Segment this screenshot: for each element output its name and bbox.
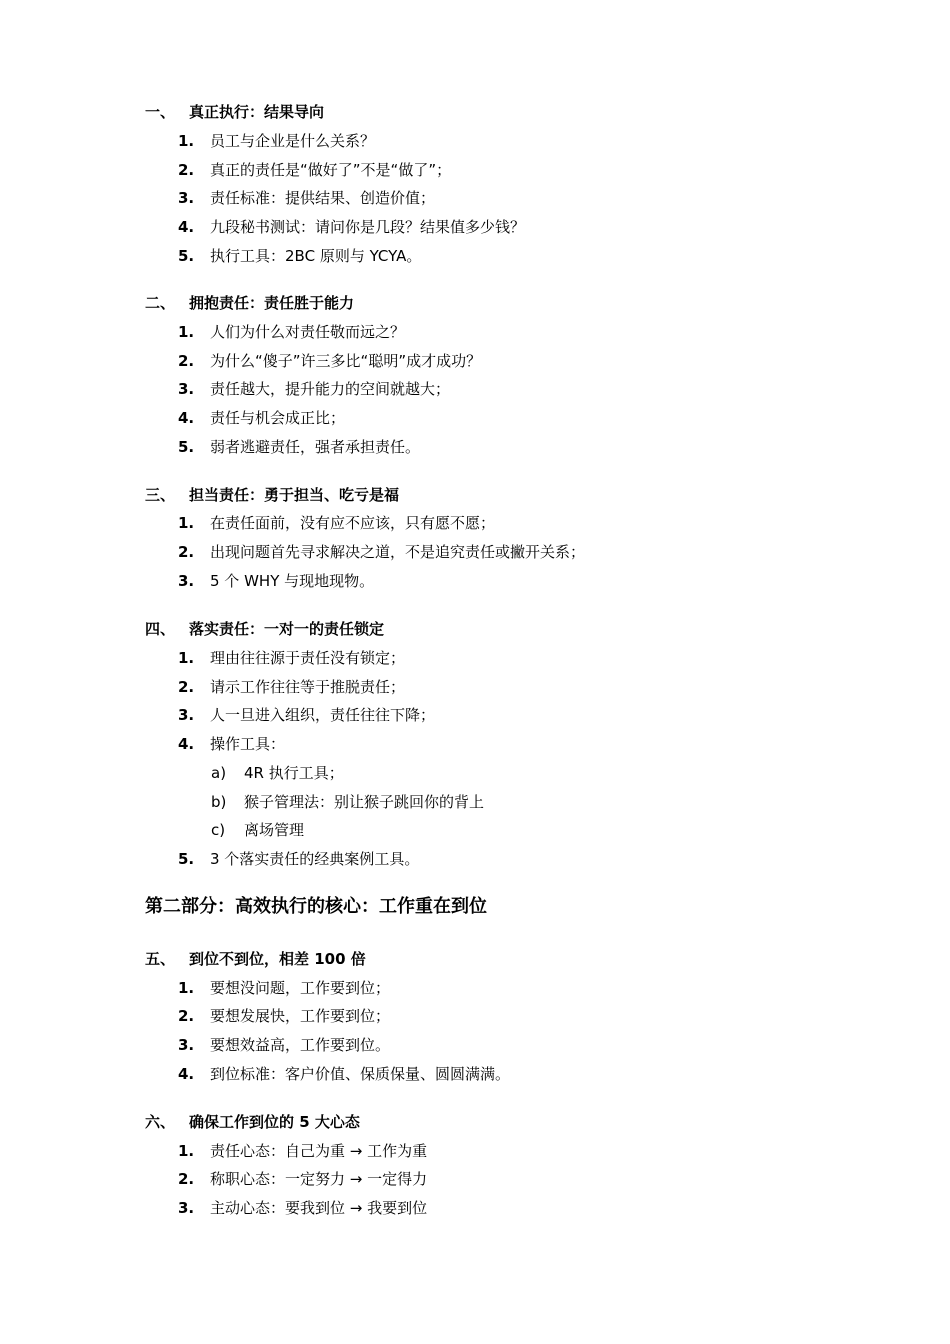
list-item <box>178 1062 510 1086</box>
item-number: 2. <box>178 1170 195 1188</box>
section-heading <box>145 947 366 971</box>
list-item <box>178 1196 427 1220</box>
item-text: 4R 执行工具； <box>244 764 344 782</box>
item-text: 责任标准：提供结果、创造价值； <box>210 189 436 207</box>
list-item <box>178 186 435 210</box>
item-text: 真正的责任是“做好了”不是“做了”； <box>210 161 452 179</box>
section-title: 确保工作到位的 5 大心态 <box>189 1113 360 1131</box>
list-item <box>178 675 405 699</box>
item-text: 5 个 WHY 与现地现物。 <box>210 572 375 590</box>
part-heading: 第二部分：高效执行的核心：工作重在到位 <box>145 896 487 917</box>
item-number: 4. <box>178 218 195 236</box>
list-item <box>178 349 481 373</box>
item-number: 3. <box>178 380 195 398</box>
item-text: 3 个落实责任的经典案例工具。 <box>210 850 420 868</box>
item-number: 1. <box>178 979 195 997</box>
sub-item-marker: c) <box>211 821 226 839</box>
item-text: 人们为什么对责任敬而远之？ <box>210 323 406 341</box>
item-number: 4. <box>178 1065 195 1083</box>
list-item <box>178 158 451 182</box>
section-title: 落实责任：一对一的责任锁定 <box>189 620 385 638</box>
section-title: 担当责任：勇于担当、吃亏是福 <box>189 486 400 504</box>
item-text: 责任越大，提升能力的空间就越大； <box>210 380 451 398</box>
item-number: 2. <box>178 352 195 370</box>
section-number: 五、 <box>145 950 176 968</box>
item-text: 在责任面前，没有应不应该，只有愿不愿； <box>210 514 496 532</box>
list-item <box>178 569 374 593</box>
list-item <box>178 244 421 268</box>
list-item <box>178 406 345 430</box>
list-item <box>178 377 450 401</box>
item-text: 为什么“傻子”许三多比“聪明”成才成功？ <box>210 352 482 370</box>
item-text: 要想没问题，工作要到位； <box>210 979 391 997</box>
item-text: 要想效益高，工作要到位。 <box>210 1036 391 1054</box>
item-number: 4. <box>178 409 195 427</box>
section-number: 三、 <box>145 486 176 504</box>
item-text: 出现问题首先寻求解决之道，不是追究责任或撇开关系； <box>210 543 586 561</box>
section-title: 真正执行：结果导向 <box>189 103 325 121</box>
item-number: 2. <box>178 543 195 561</box>
section-title: 拥抱责任：责任胜于能力 <box>189 294 355 312</box>
item-number: 5. <box>178 850 195 868</box>
item-number: 2. <box>178 678 195 696</box>
item-text: 离场管理 <box>244 821 305 839</box>
item-text: 称职心态：一定努力 → 一定得力 <box>210 1170 428 1188</box>
item-number: 3. <box>178 1199 195 1217</box>
item-text: 主动心态：要我到位 → 我要到位 <box>210 1199 428 1217</box>
item-number: 1. <box>178 323 195 341</box>
item-number: 1. <box>178 514 195 532</box>
item-text: 要想发展快，工作要到位； <box>210 1007 391 1025</box>
section-number: 二、 <box>145 294 176 312</box>
sub-list-item <box>211 761 344 785</box>
list-item <box>178 540 585 564</box>
item-text: 责任与机会成正比； <box>210 409 346 427</box>
list-item <box>178 1004 390 1028</box>
item-number: 3. <box>178 1036 195 1054</box>
list-item <box>178 1139 427 1163</box>
item-text: 到位标准：客户价值、保质保量、圆圆满满。 <box>210 1065 511 1083</box>
sub-list-item <box>211 818 304 842</box>
item-text: 执行工具：2BC 原则与 YCYA。 <box>210 247 422 265</box>
item-text: 请示工作往往等于推脱责任； <box>210 678 406 696</box>
list-item <box>178 847 419 871</box>
item-text: 人一旦进入组织，责任往往下降； <box>210 706 436 724</box>
list-item <box>178 732 285 756</box>
list-item <box>178 215 525 239</box>
item-text: 操作工具： <box>210 735 286 753</box>
item-number: 5. <box>178 438 195 456</box>
item-number: 3. <box>178 572 195 590</box>
item-text: 员工与企业是什么关系？ <box>210 132 376 150</box>
item-number: 2. <box>178 161 195 179</box>
list-item <box>178 703 435 727</box>
item-text: 责任心态：自己为重 → 工作为重 <box>210 1142 428 1160</box>
list-item <box>178 646 405 670</box>
list-item <box>178 320 405 344</box>
item-number: 4. <box>178 735 195 753</box>
sub-list-item <box>211 790 484 814</box>
section-number: 六、 <box>145 1113 176 1131</box>
section-heading <box>145 483 399 507</box>
section-number: 一、 <box>145 103 176 121</box>
item-number: 3. <box>178 189 195 207</box>
section-heading <box>145 1110 360 1134</box>
list-item <box>178 511 495 535</box>
section-title: 到位不到位，相差 100 倍 <box>189 950 366 968</box>
sub-item-marker: b) <box>211 793 227 811</box>
list-item <box>178 976 390 1000</box>
item-number: 5. <box>178 247 195 265</box>
section-heading <box>145 617 384 641</box>
section-heading <box>145 100 324 124</box>
section-heading <box>145 291 354 315</box>
item-number: 1. <box>178 132 195 150</box>
list-item <box>178 129 375 153</box>
item-number: 1. <box>178 1142 195 1160</box>
item-text: 猴子管理法：别让猴子跳回你的背上 <box>244 793 485 811</box>
item-text: 理由往往源于责任没有锁定； <box>210 649 406 667</box>
item-text: 九段秘书测试：请问你是几段？结果值多少钱？ <box>210 218 526 236</box>
item-number: 3. <box>178 706 195 724</box>
item-number: 2. <box>178 1007 195 1025</box>
item-text: 弱者逃避责任，强者承担责任。 <box>210 438 421 456</box>
list-item <box>178 435 420 459</box>
sub-item-marker: a) <box>211 764 227 782</box>
section-number: 四、 <box>145 620 176 638</box>
item-number: 1. <box>178 649 195 667</box>
list-item <box>178 1033 390 1057</box>
list-item <box>178 1167 427 1191</box>
